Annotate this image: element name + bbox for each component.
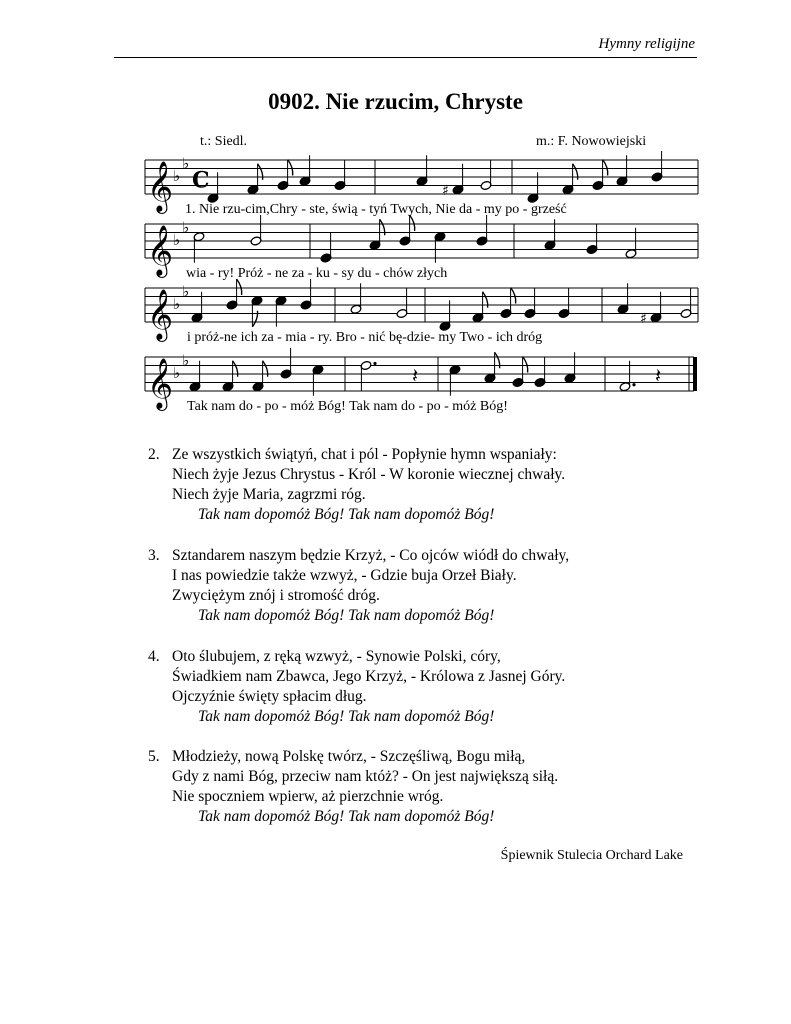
verse-number: 4.: [148, 648, 160, 665]
note-flag: [603, 160, 608, 176]
verse-line: Sztandarem naszym będzie Krzyż, - Co ojców wiódł do chwały,: [172, 547, 570, 564]
treble-clef-icon: 𝄞: [147, 289, 174, 340]
verse-line: Ojczyźnie święty spłacim dług.: [172, 688, 367, 705]
dot-icon: [632, 383, 635, 386]
score-lyric-line-2: wia - ry! Próż - ne za - ku - sy du - chów złych: [186, 266, 448, 281]
hymn-title: 0902. Nie rzucim, Chryste: [268, 89, 523, 114]
note-flag: [523, 357, 528, 373]
flat-sign-icon: ♭: [182, 154, 190, 173]
verse-line: Oto ślubujem, z ręką wzwyż, - Synowie Polski, córy,: [172, 648, 501, 665]
flat-sign-icon: ♭: [182, 218, 190, 237]
verse-line: Zwyciężym znój i stromość dróg.: [172, 587, 380, 604]
sharp-sign-icon: ♯: [442, 182, 449, 199]
flat-sign-icon: ♭: [173, 295, 181, 313]
flat-sign-icon: ♭: [182, 282, 190, 301]
dot-icon: [373, 362, 376, 365]
verse-refrain: Tak nam dopomóż Bóg! Tak nam dopomóż Bóg!: [198, 607, 495, 624]
verse-line: Gdy z nami Bóg, przeciw nam któż? - On jest największą siłą.: [172, 768, 559, 785]
score-lyric-line-3: i próż-ne ich za - mia - ry. Bro - nić bę-dzie- my Two - ich dróg: [187, 330, 543, 345]
common-time-icon: C: [192, 167, 210, 194]
text-author-credit: t.: Siedl.: [200, 134, 248, 149]
flat-sign-icon: ♭: [182, 351, 190, 370]
verse-line: Niech żyje Jezus Chrystus - Król - W koronie wiecznej chwały.: [172, 466, 566, 483]
verse-number: 5.: [148, 748, 160, 765]
flat-sign-icon: ♭: [173, 167, 181, 185]
sharp-sign-icon: ♯: [640, 310, 647, 327]
verse-line: Niech żyje Maria, zagrzmi róg.: [172, 486, 366, 503]
section-header: Hymny religijne: [598, 36, 695, 52]
treble-clef-icon: 𝄞: [147, 358, 174, 409]
verse-refrain: Tak nam dopomóż Bóg! Tak nam dopomóż Bóg!: [198, 708, 495, 725]
music-composer-credit: m.: F. Nowowiejski: [536, 134, 647, 149]
score-lyric-line-1: 1. Nie rzu-cim,Chry - ste, świą - tyń Twych, Nie da - my po - grześć: [185, 202, 567, 217]
verse-number: 2.: [148, 446, 160, 463]
verse-4: [148, 647, 565, 727]
treble-clef-icon: 𝄞: [147, 161, 174, 212]
score-lyric-line-4: Tak nam do - po - móż Bóg! Tak nam do - po - móż Bóg!: [187, 399, 508, 414]
quarter-rest-icon: 𝄽: [655, 363, 662, 388]
verse-line: Ze wszystkich świątyń, chat i pól - Popłynie hymn wspaniały:: [172, 446, 557, 463]
verse-5: [148, 747, 558, 827]
verse-2: [148, 445, 565, 525]
verse-line: Młodzieży, nową Polskę twórz, - Szczęśliwą, Bogu miłą,: [172, 748, 526, 765]
treble-clef-icon: 𝄞: [147, 225, 174, 276]
verse-number: 3.: [148, 547, 160, 564]
verse-3: [148, 546, 569, 626]
flat-sign-icon: ♭: [173, 231, 181, 249]
verse-refrain: Tak nam dopomóż Bóg! Tak nam dopomóż Bóg!: [198, 506, 495, 523]
final-barline-thick: [693, 357, 697, 391]
verse-line: Nie spoczniem wpierw, aż pierzchnie wróg.: [172, 788, 444, 805]
verse-line: I nas powiedzie także wzwyż, - Gdzie buja Orzeł Biały.: [172, 567, 517, 584]
note-flag: [288, 160, 293, 176]
source-citation: Śpiewnik Stulecia Orchard Lake: [500, 848, 683, 863]
verse-line: Świadkiem nam Zbawca, Jego Krzyż, - Królowa z Jasnej Góry.: [172, 668, 566, 685]
quarter-rest-icon: 𝄽: [412, 363, 419, 388]
verse-refrain: Tak nam dopomóż Bóg! Tak nam dopomóż Bóg!: [198, 808, 495, 825]
flat-sign-icon: ♭: [173, 364, 181, 382]
note-flag: [511, 288, 516, 304]
